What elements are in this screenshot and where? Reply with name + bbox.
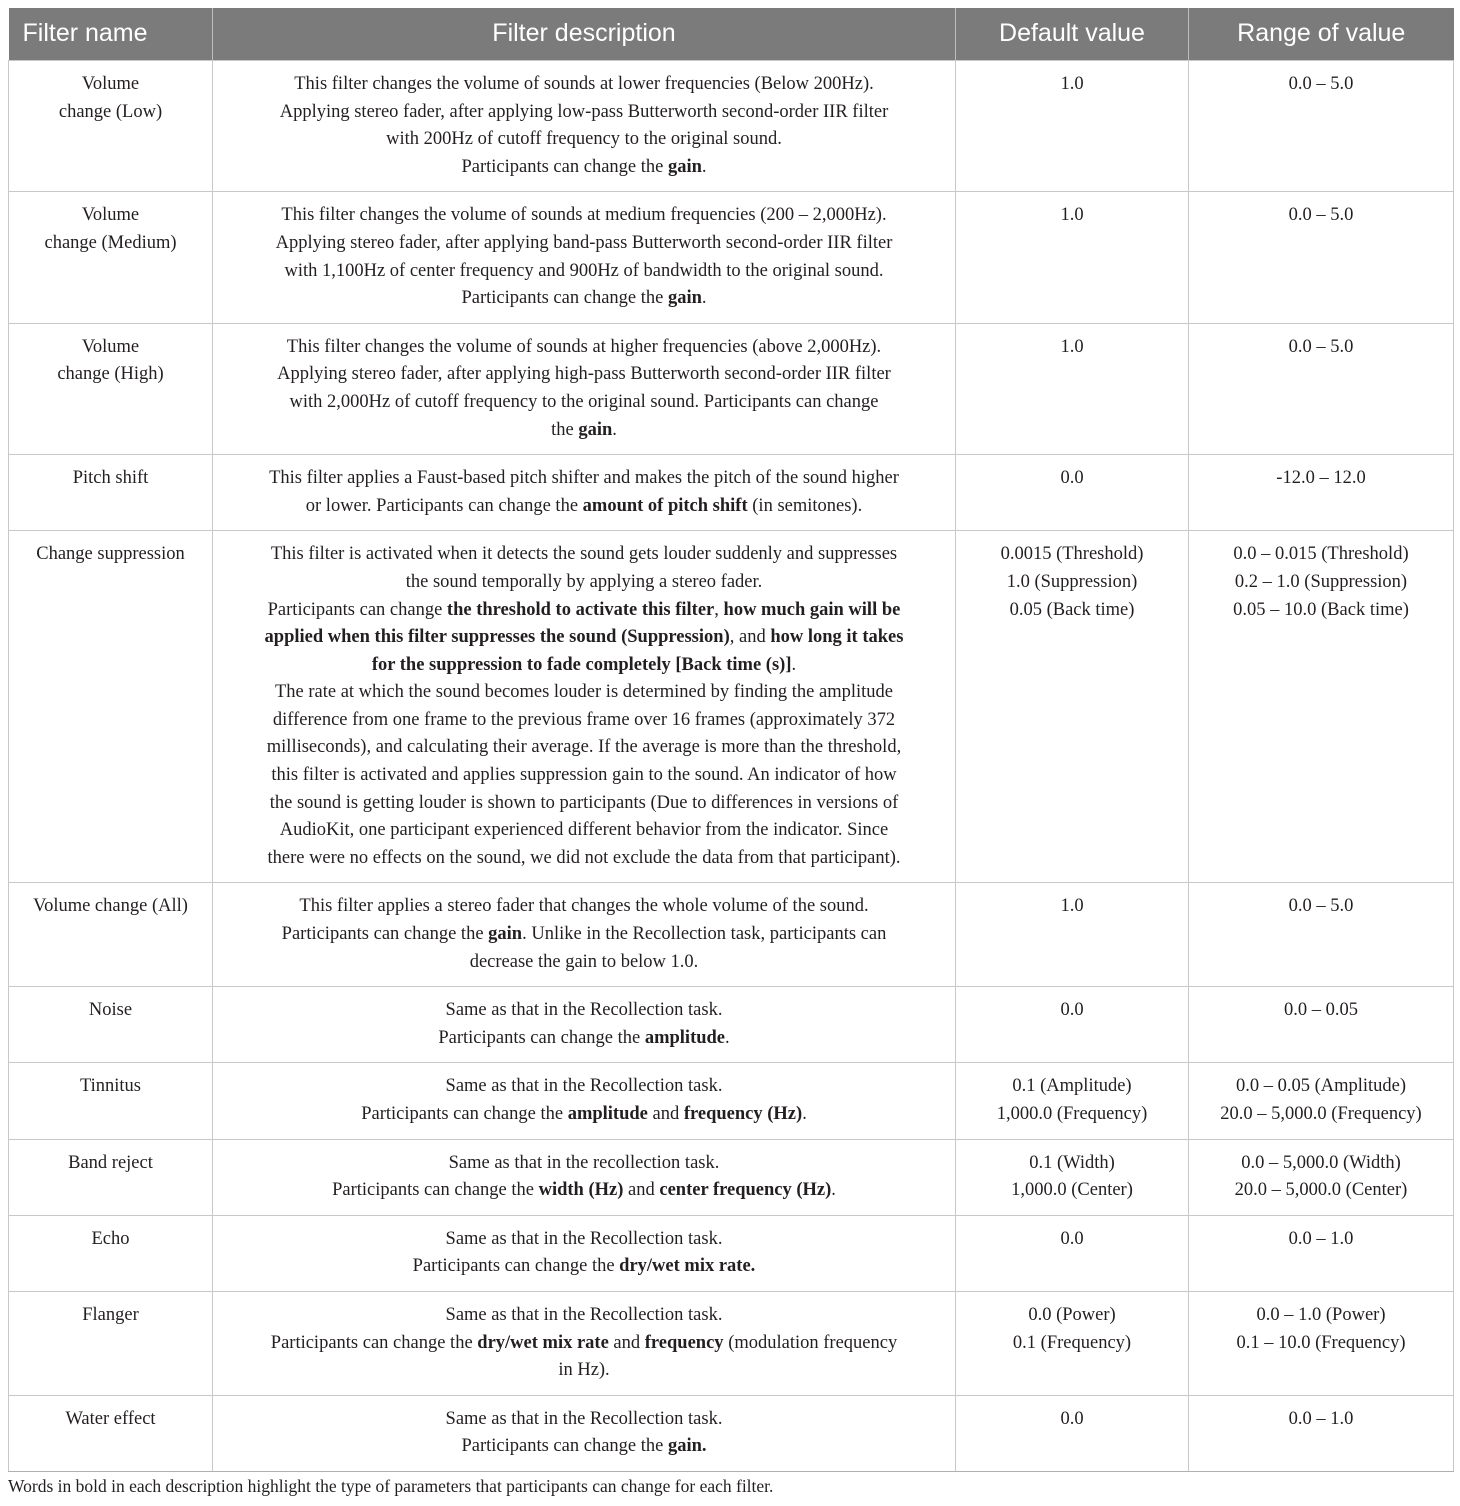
bold-parameter-text: gain. <box>667 1436 707 1457</box>
description-text: Participants can change the <box>461 156 668 177</box>
filter-name-cell-line: Band reject <box>68 1152 153 1173</box>
description-line <box>229 817 939 845</box>
filter-description-cell <box>213 455 956 531</box>
bold-parameter-text: width (Hz) <box>538 1180 624 1201</box>
default-value-cell-line: 0.0 <box>1060 1228 1084 1249</box>
default-value-cell <box>956 192 1189 323</box>
default-value-cell-line: 0.05 (Back time) <box>1009 599 1135 620</box>
description-text: milliseconds), and calculating their average. If the average is more than the threshold, <box>266 737 902 758</box>
description-line <box>229 465 939 493</box>
default-value-cell-line: 1.0 <box>1060 336 1084 357</box>
description-line <box>229 1226 939 1254</box>
description-text: Applying stereo fader, after applying low-pass Butterworth second-order IIR filter <box>279 101 889 122</box>
description-text: and <box>647 1104 684 1124</box>
filter-name-cell-line: change (Medium) <box>44 232 177 253</box>
filter-name-cell-line: change (Low) <box>58 101 163 122</box>
range-of-value-cell-line: 0.0 – 5.0 <box>1288 336 1354 357</box>
bold-parameter-text: applied when this filter suppresses the sound (Suppression) <box>264 627 730 648</box>
description-text: with 200Hz of cutoff frequency to the original sound. <box>386 129 782 150</box>
range-of-value-cell <box>1189 455 1454 531</box>
filter-name-cell <box>9 531 213 883</box>
description-text: Same as that in the Recollection task. <box>445 1228 723 1249</box>
description-line <box>229 154 939 182</box>
description-text: . <box>802 1104 807 1124</box>
range-of-value-cell <box>1189 323 1454 454</box>
filter-name-cell-line: change (High) <box>57 364 164 385</box>
description-text: This filter applies a Faust-based pitch shifter and makes the pitch of the sound higher <box>269 468 899 489</box>
default-value-cell <box>956 1063 1189 1139</box>
bold-parameter-text: dry/wet mix rate. <box>619 1256 756 1277</box>
table-row <box>9 1291 1454 1395</box>
description-line <box>229 569 939 597</box>
description-line <box>229 1150 939 1178</box>
range-of-value-cell-line: 0.0 – 5,000.0 (Width) <box>1241 1152 1401 1173</box>
default-value-cell <box>956 61 1189 192</box>
filter-name-cell <box>9 883 213 987</box>
description-text: AudioKit, one participant experienced different behavior from the indicator. Since <box>279 820 889 841</box>
bold-parameter-text: amplitude <box>644 1027 726 1048</box>
table-row <box>9 1139 1454 1215</box>
description-line <box>229 99 939 127</box>
description-line <box>229 1357 939 1385</box>
description-text: there were no effects on the sound, we did not exclude the data from that participant). <box>267 847 901 868</box>
filter-description-cell <box>213 192 956 323</box>
filter-description-cell <box>213 987 956 1063</box>
description-line <box>229 258 939 286</box>
default-value-cell-line: 0.0015 (Threshold) <box>1000 544 1144 565</box>
description-text: Participants can change <box>267 599 447 620</box>
description-text: Same as that in the recollection task. <box>448 1152 720 1173</box>
header-row <box>9 8 1454 61</box>
description-line <box>229 389 939 417</box>
bold-parameter-text: amount of pitch shift <box>582 495 748 516</box>
range-of-value-cell <box>1189 192 1454 323</box>
description-line <box>229 1073 939 1101</box>
description-line <box>229 1433 939 1461</box>
default-value-cell <box>956 1395 1189 1471</box>
range-of-value-cell <box>1189 1139 1454 1215</box>
default-value-cell <box>956 987 1189 1063</box>
description-text: , and <box>729 627 771 648</box>
filter-description-cell <box>213 1139 956 1215</box>
default-value-cell-line: 0.1 (Frequency) <box>1012 1332 1132 1353</box>
description-text: Participants can change the <box>270 1332 478 1353</box>
description-line <box>229 734 939 762</box>
description-text: Participants can change the <box>438 1027 645 1048</box>
description-line <box>229 1330 939 1358</box>
filter-description-cell <box>213 531 956 883</box>
filter-name-cell-line: Volume <box>81 205 140 226</box>
description-text: Participants can change the <box>461 1436 668 1457</box>
default-value-cell-line: 0.1 (Width) <box>1029 1152 1115 1173</box>
bold-parameter-text: gain <box>488 924 523 945</box>
bold-parameter-text: amplitude <box>567 1104 648 1124</box>
description-text: the <box>551 419 579 440</box>
filter-name-cell <box>9 1395 213 1471</box>
range-of-value-cell-line: -12.0 – 12.0 <box>1276 468 1366 489</box>
table-row <box>9 1215 1454 1291</box>
description-line <box>229 652 939 680</box>
table-row <box>9 61 1454 192</box>
header-default-value: Default value <box>956 8 1189 61</box>
bold-parameter-text: the threshold to activate this filter <box>446 599 715 620</box>
description-text: This filter applies a stereo fader that changes the whole volume of the sound. <box>299 896 869 917</box>
description-text: Same as that in the Recollection task. <box>445 1076 723 1097</box>
filter-name-cell-line: Volume <box>81 336 140 357</box>
default-value-cell-line: 0.0 <box>1060 1408 1084 1429</box>
default-value-cell-line: 1.0 (Suppression) <box>1006 571 1138 592</box>
filter-description-cell <box>213 1291 956 1395</box>
description-line <box>229 845 939 873</box>
range-of-value-cell-line: 0.0 – 5.0 <box>1288 74 1354 94</box>
filter-name-cell-line: Volume change (All) <box>33 896 188 917</box>
table-row <box>9 455 1454 531</box>
range-of-value-cell <box>1189 1395 1454 1471</box>
filter-name-cell-line: Flanger <box>82 1304 139 1325</box>
table-row <box>9 1395 1454 1471</box>
bold-parameter-text: gain <box>667 156 702 177</box>
filter-name-cell-line: Change suppression <box>36 544 185 565</box>
filter-name-cell <box>9 987 213 1063</box>
filter-description-cell <box>213 323 956 454</box>
default-value-cell <box>956 1291 1189 1395</box>
default-value-cell <box>956 1139 1189 1215</box>
filter-name-cell-line: Water effect <box>65 1408 156 1429</box>
description-text: Applying stereo fader, after applying band-pass Butterworth second-order IIR filter <box>275 232 893 253</box>
default-value-cell <box>956 531 1189 883</box>
description-line <box>229 997 939 1025</box>
description-line <box>229 790 939 818</box>
table-row <box>9 531 1454 883</box>
bold-parameter-text: frequency (Hz) <box>683 1104 803 1124</box>
filter-name-cell-line: Noise <box>88 1000 133 1021</box>
bold-parameter-text: gain <box>578 419 613 440</box>
description-line <box>229 597 939 625</box>
filter-description-cell <box>213 1063 956 1139</box>
description-text: and <box>608 1332 645 1353</box>
range-of-value-cell-line: 0.0 – 5.0 <box>1288 205 1354 226</box>
description-text: (modulation frequency <box>723 1332 898 1353</box>
description-text: Participants can change the <box>461 288 668 309</box>
filter-name-cell <box>9 1215 213 1291</box>
range-of-value-cell <box>1189 1291 1454 1395</box>
filter-name-cell <box>9 1139 213 1215</box>
description-line <box>229 949 939 977</box>
description-text: . <box>725 1027 730 1048</box>
description-line <box>229 1302 939 1330</box>
description-text: . <box>701 288 707 309</box>
default-value-cell <box>956 1215 1189 1291</box>
description-text: with 2,000Hz of cutoff frequency to the original sound. Participants can change <box>289 391 879 412</box>
description-text: in Hz). <box>558 1360 610 1381</box>
range-of-value-cell <box>1189 531 1454 883</box>
description-line <box>229 541 939 569</box>
filter-name-cell-line: Tinnitus <box>79 1076 142 1097</box>
description-text: . <box>831 1180 836 1201</box>
description-line <box>229 202 939 230</box>
description-text: with 1,100Hz of center frequency and 900Hz of bandwidth to the original sound. <box>284 260 884 281</box>
description-text: , <box>714 599 724 620</box>
default-value-cell-line: 1.0 <box>1060 205 1084 226</box>
description-text: This filter changes the volume of sounds at medium frequencies (200 – 2,000Hz). <box>281 205 887 226</box>
default-value-cell-line: 1,000.0 (Frequency) <box>996 1104 1148 1124</box>
range-of-value-cell-line: 0.0 – 0.015 (Threshold) <box>1233 544 1409 565</box>
description-line <box>229 334 939 362</box>
range-of-value-cell <box>1189 1063 1454 1139</box>
bold-parameter-text: how much gain will be <box>723 599 901 620</box>
description-text: decrease the gain to below 1.0. <box>469 951 699 972</box>
description-text: the sound is getting louder is shown to participants (Due to differences in versions of <box>269 792 899 813</box>
description-text: Same as that in the Recollection task. <box>445 1000 723 1021</box>
range-of-value-cell-line: 20.0 – 5,000.0 (Frequency) <box>1220 1104 1422 1124</box>
range-of-value-cell-line: 0.0 – 0.05 (Amplitude) <box>1235 1076 1407 1097</box>
range-of-value-cell <box>1189 61 1454 192</box>
description-text: . <box>791 654 797 675</box>
range-of-value-cell-line: 0.0 – 1.0 (Power) <box>1256 1304 1386 1325</box>
range-of-value-cell <box>1189 883 1454 987</box>
description-line <box>229 71 939 99</box>
description-line <box>229 893 939 921</box>
filter-description-cell <box>213 61 956 192</box>
filter-name-cell <box>9 1063 213 1139</box>
description-text: This filter is activated when it detects the sound gets louder suddenly and suppresses <box>270 544 898 565</box>
default-value-cell-line: 0.0 <box>1060 1000 1084 1021</box>
filter-name-cell-line: Echo <box>91 1228 130 1249</box>
default-value-cell <box>956 455 1189 531</box>
filter-name-cell <box>9 192 213 323</box>
filter-description-cell <box>213 1395 956 1471</box>
range-of-value-cell-line: 0.0 – 0.05 <box>1284 1000 1358 1021</box>
range-of-value-cell-line: 20.0 – 5,000.0 (Center) <box>1234 1180 1408 1201</box>
description-line <box>229 624 939 652</box>
bold-parameter-text: for the suppression to fade completely [Back time (s)] <box>371 654 792 675</box>
range-of-value-cell-line: 0.2 – 1.0 (Suppression) <box>1234 571 1408 592</box>
description-text: . <box>701 156 707 177</box>
filter-name-cell <box>9 1291 213 1395</box>
description-text: (in semitones). <box>747 495 863 516</box>
description-line <box>229 1177 939 1205</box>
description-text: Participants can change the <box>361 1104 568 1124</box>
filter-description-cell <box>213 883 956 987</box>
range-of-value-cell-line: 0.1 – 10.0 (Frequency) <box>1236 1332 1406 1353</box>
default-value-cell-line: 1.0 <box>1060 896 1084 917</box>
header-filter-name: Filter name <box>9 8 213 61</box>
filter-name-cell <box>9 323 213 454</box>
description-text: or lower. Participants can change the <box>305 495 583 516</box>
range-of-value-cell-line: 0.0 – 5.0 <box>1288 896 1354 917</box>
default-value-cell-line: 0.0 <box>1060 468 1084 489</box>
default-value-cell-line: 0.1 (Amplitude) <box>1012 1076 1132 1097</box>
description-text: difference from one frame to the previous frame over 16 frames (approximately 372 <box>272 709 896 730</box>
description-line <box>229 1406 939 1434</box>
description-text: Same as that in the Recollection task. <box>445 1408 723 1429</box>
table-row <box>9 883 1454 987</box>
description-line <box>229 285 939 313</box>
header-range-of-value: Range of value <box>1189 8 1454 61</box>
description-text: Applying stereo fader, after applying high-pass Butterworth second-order IIR filter <box>277 364 891 385</box>
description-line <box>229 1101 939 1129</box>
bold-parameter-text: dry/wet mix rate <box>477 1332 609 1353</box>
description-line <box>229 921 939 949</box>
description-text: this filter is activated and applies suppression gain to the sound. An indicator of how <box>271 765 897 786</box>
description-text: . <box>612 419 617 440</box>
description-text: Same as that in the Recollection task. <box>445 1304 723 1325</box>
description-line <box>229 762 939 790</box>
range-of-value-cell <box>1189 1215 1454 1291</box>
description-line <box>229 1253 939 1281</box>
table-row <box>9 192 1454 323</box>
filter-name-cell-line: Volume <box>81 74 140 94</box>
range-of-value-cell-line: 0.05 – 10.0 (Back time) <box>1233 599 1409 620</box>
filter-name-cell <box>9 455 213 531</box>
table-row <box>9 1063 1454 1139</box>
table-row <box>9 987 1454 1063</box>
default-value-cell <box>956 323 1189 454</box>
range-of-value-cell <box>1189 987 1454 1063</box>
default-value-cell <box>956 883 1189 987</box>
description-line <box>229 417 939 445</box>
bold-parameter-text: how long it takes <box>770 627 904 648</box>
default-value-cell-line: 0.0 (Power) <box>1028 1304 1116 1325</box>
description-line <box>229 1025 939 1053</box>
description-line <box>229 230 939 258</box>
description-text: This filter changes the volume of sounds at higher frequencies (above 2,000Hz). <box>286 336 882 357</box>
description-text: Participants can change the <box>332 1180 539 1201</box>
range-of-value-cell-line: 0.0 – 1.0 <box>1288 1408 1354 1429</box>
filter-name-cell-line: Pitch shift <box>72 468 149 489</box>
description-line <box>229 707 939 735</box>
description-text: . Unlike in the Recollection task, participants can <box>522 924 887 945</box>
description-text: This filter changes the volume of sounds at lower frequencies (Below 200Hz). <box>294 74 874 94</box>
description-text: Participants can change the <box>412 1256 620 1277</box>
bold-parameter-text: center frequency (Hz) <box>659 1180 832 1201</box>
filter-name-cell <box>9 61 213 192</box>
description-text: the sound temporally by applying a stereo fader. <box>405 571 763 592</box>
description-line <box>229 679 939 707</box>
bold-parameter-text: frequency <box>644 1332 724 1353</box>
table-footnote: Words in bold in each description highlight the type of parameters that participants can change for each filter. <box>8 1476 774 1496</box>
table-row <box>9 323 1454 454</box>
description-line <box>229 361 939 389</box>
filter-table <box>8 8 1454 1472</box>
header-filter-description: Filter description <box>213 8 956 61</box>
description-text: Participants can change the <box>281 924 489 945</box>
default-value-cell-line: 1,000.0 (Center) <box>1011 1180 1133 1201</box>
description-text: The rate at which the sound becomes louder is determined by finding the amplitude <box>274 682 894 703</box>
description-line <box>229 493 939 521</box>
description-text: and <box>623 1180 660 1201</box>
filter-description-cell <box>213 1215 956 1291</box>
bold-parameter-text: gain <box>667 288 702 309</box>
description-line <box>229 126 939 154</box>
default-value-cell-line: 1.0 <box>1060 74 1084 94</box>
range-of-value-cell-line: 0.0 – 1.0 <box>1288 1228 1354 1249</box>
